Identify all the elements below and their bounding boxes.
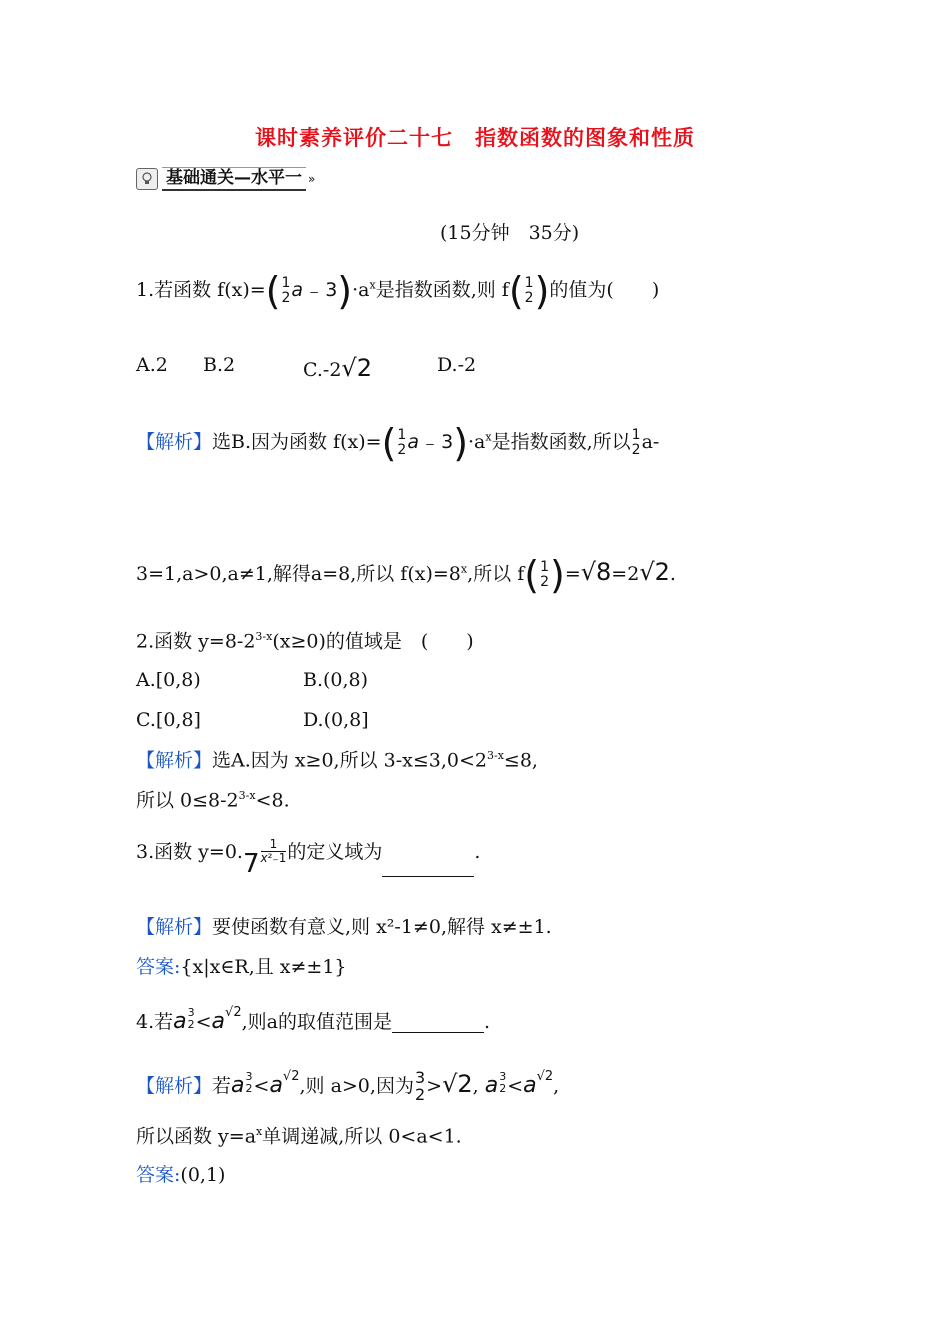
answer-blank	[382, 860, 474, 877]
answer-1-line2: 3=1,a>0,a≠1,解得a=8,所以 $f(x)=8^x$,所以 f( 1 2 )=√8=2√2.	[136, 553, 676, 597]
q2-choice-b: B.(0,8)	[303, 669, 369, 691]
q2-choice-d: D.(0,8]	[303, 709, 369, 731]
q1-choice-d: D.-2	[437, 354, 477, 376]
q1-choice-c: C.-2√2	[303, 354, 372, 382]
page-title: 课时素养评价二十七 指数函数的图象和性质	[255, 125, 695, 150]
answer-3: 【解析】要使函数有意义,则 x²-1≠0,解得 x≠±1.	[136, 916, 552, 938]
section-header	[136, 167, 315, 191]
timing: (15分钟 35分)	[440, 222, 580, 244]
answer-2-line1: 【解析】选A.因为 x≥0,所以 $3-x\le 3,0<2^{3-x}\le 8$,	[136, 749, 538, 772]
lightbulb-icon	[136, 168, 158, 190]
answer-blank	[392, 1016, 484, 1033]
q1-choice-a: A.2	[136, 354, 168, 376]
analysis-tag: 【解析】	[136, 431, 213, 453]
double-chevron-icon: »	[308, 172, 316, 186]
question-4: 4.若a 3 2 $<a^{√2}$,则a的取值范围是 .	[136, 1005, 491, 1034]
q2-choice-c: C.[0,8]	[136, 709, 201, 731]
answer-4-line1: 【解析】若a 3 2 $<a^{√2}$,则 a>0,因为 3 2 >√2, a 3 2 $<a^{√2}$,	[136, 1068, 560, 1104]
answer-2-line2: 所以 $0\le 8-2^{3-x}<8$.	[136, 789, 290, 812]
answer-3-final: 答案:{x|x∈R,且 x≠±1}	[136, 956, 347, 978]
question-1: 1.若函数 f(x)=( 1 2 a ₋ $3)\cdot a^x$是指数函数,则 f( 1 2 )的值为( )	[136, 269, 660, 313]
answer-4-final: 答案:(0,1)	[136, 1164, 226, 1186]
question-3: 3.函数 y=0.7 $\frac{1}{\text{x²₋1}}$ 的定义域为 .	[136, 837, 481, 879]
q2-choice-a: A.[0,8)	[136, 669, 201, 691]
answer-4-line2: 所以函数 $y=a^x$单调递减,所以 0<a<1.	[136, 1125, 462, 1148]
question-2: 2.函数 $y=8-2^{3-x}(x\ge 0)$的值域是 ( )	[136, 630, 474, 653]
answer-1-line1: 【解析】选B.因为函数 f(x)=( 1 2 a ₋ $3)\cdot a^x$是指数函数,所以 1 2 a-	[136, 421, 660, 465]
q1-choice-b: B.2	[203, 354, 236, 376]
section-label: 基础通关—水平一	[162, 167, 306, 191]
